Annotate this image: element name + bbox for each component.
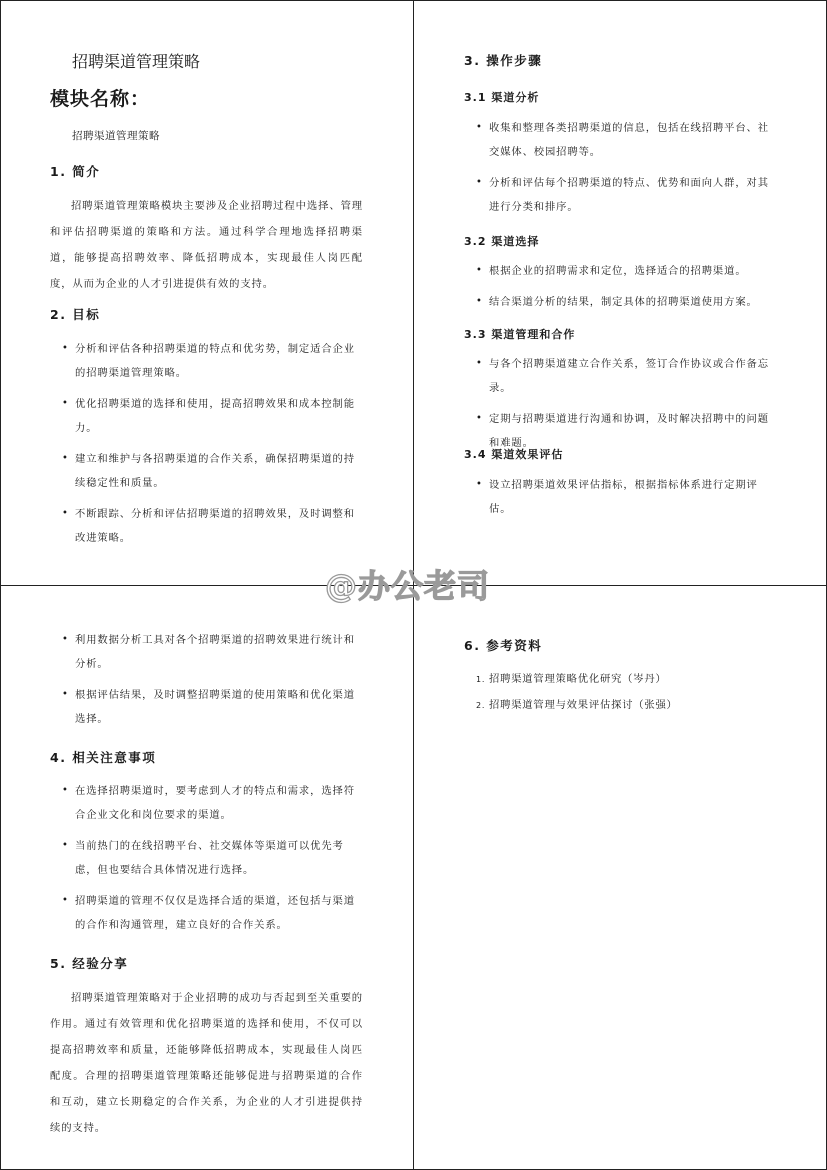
list-item: • 根据评估结果，及时调整招聘渠道的使用策略和优化渠道选择。 bbox=[50, 683, 363, 731]
list-item: • 分析和评估每个招聘渠道的特点、优势和面向人群，对其进行分类和排序。 bbox=[464, 171, 777, 219]
reference-text: 招聘渠道管理策略优化研究（岑丹） bbox=[489, 673, 667, 685]
list-item: • 结合渠道分析的结果，制定具体的招聘渠道使用方案。 bbox=[464, 290, 777, 314]
list-item: • 分析和评估各种招聘渠道的特点和优劣势，制定适合企业的招聘渠道管理策略。 bbox=[50, 337, 363, 385]
reference-number: 1. bbox=[476, 675, 486, 684]
list-item: • 在选择招聘渠道时，要考虑到人才的特点和需求，选择符合企业文化和岗位要求的渠道。 bbox=[50, 779, 363, 827]
section-4-title: 4. 相关注意事项 bbox=[50, 750, 157, 765]
section-3-title: 3. 操作步骤 bbox=[464, 53, 543, 68]
reference-number: 2. bbox=[476, 701, 486, 710]
reference-text: 招聘渠道管理与效果评估探讨（张强） bbox=[489, 699, 678, 711]
section-3-2-list bbox=[464, 259, 777, 321]
section-3-2-title: 3.2 渠道选择 bbox=[464, 235, 540, 248]
module-name: 招聘渠道管理策略 bbox=[72, 130, 160, 142]
list-item: • 不断跟踪、分析和评估招聘渠道的招聘效果，及时调整和改进策略。 bbox=[50, 502, 363, 550]
watermark: @办公老司 bbox=[325, 567, 491, 605]
list-item: • 优化招聘渠道的选择和使用，提高招聘效果和成本控制能力。 bbox=[50, 392, 363, 440]
section-2-list bbox=[50, 337, 363, 557]
page-1 bbox=[0, 0, 413, 585]
list-item: • 招聘渠道的管理不仅仅是选择合适的渠道，还包括与渠道的合作和沟通管理，建立良好的合作关系。 bbox=[50, 889, 363, 937]
section-3-1-list bbox=[464, 116, 777, 226]
doc-label: 招聘渠道管理策略 bbox=[72, 52, 201, 71]
section-5-title: 5. 经验分享 bbox=[50, 956, 129, 971]
section-3-1-title: 3.1 渠道分析 bbox=[464, 91, 540, 104]
section-3-3-title: 3.3 渠道管理和合作 bbox=[464, 328, 576, 341]
list-item: • 当前热门的在线招聘平台、社交媒体等渠道可以优先考虑，但也要结合具体情况进行选择。 bbox=[50, 834, 363, 882]
list-item: • 利用数据分析工具对各个招聘渠道的招聘效果进行统计和分析。 bbox=[50, 628, 363, 676]
section-2-title: 2. 目标 bbox=[50, 307, 101, 322]
list-item: • 与各个招聘渠道建立合作关系，签订合作协议或合作备忘录。 bbox=[464, 352, 777, 400]
reference-item bbox=[464, 692, 777, 718]
list-item: • 建立和维护与各招聘渠道的合作关系，确保招聘渠道的持续稳定性和质量。 bbox=[50, 447, 363, 495]
page-2 bbox=[414, 0, 827, 585]
list-item: • 根据企业的招聘需求和定位，选择适合的招聘渠道。 bbox=[464, 259, 777, 283]
list-item: • 定期与招聘渠道进行沟通和协调，及时解决招聘中的问题和难题。 bbox=[464, 407, 777, 455]
reference-list bbox=[464, 666, 777, 718]
page-4 bbox=[414, 586, 827, 1170]
section-4-list bbox=[50, 779, 363, 944]
section-5-text: 招聘渠道管理策略对于企业招聘的成功与否起到至关重要的作用。通过有效管理和优化招聘渠道的选择和使用，不仅可以提高招聘效率和质量，还能够降低招聘成本，实现最佳人岗匹配度。合理的招聘渠道管理策略还能够促进与招聘渠道的合作和互动，建立长期稳定的合作关系，为企业的人才引进提供持续的支持。 bbox=[50, 992, 363, 1134]
page-3 bbox=[0, 586, 413, 1170]
list-item: • 设立招聘渠道效果评估指标，根据指标体系进行定期评估。 bbox=[464, 473, 777, 521]
section-3-4-list bbox=[464, 473, 777, 528]
section-6-title: 6. 参考资料 bbox=[464, 638, 543, 653]
section-1-title: 1. 简介 bbox=[50, 164, 101, 179]
section-1-text: 招聘渠道管理策略模块主要涉及企业招聘过程中选择、管理和评估招聘渠道的策略和方法。通过科学合理地选择招聘渠道，能够提高招聘效率、降低招聘成本，实现最佳人岗匹配度，从而为企业的人才引进提供有效的支持。 bbox=[50, 200, 363, 290]
reference-item bbox=[464, 666, 777, 692]
module-title: 模块名称： bbox=[50, 88, 151, 110]
list-item: • 收集和整理各类招聘渠道的信息，包括在线招聘平台、社交媒体、校园招聘等。 bbox=[464, 116, 777, 164]
continued-list bbox=[50, 628, 363, 738]
section-3-4-title: 3.4 渠道效果评估 bbox=[464, 448, 564, 461]
